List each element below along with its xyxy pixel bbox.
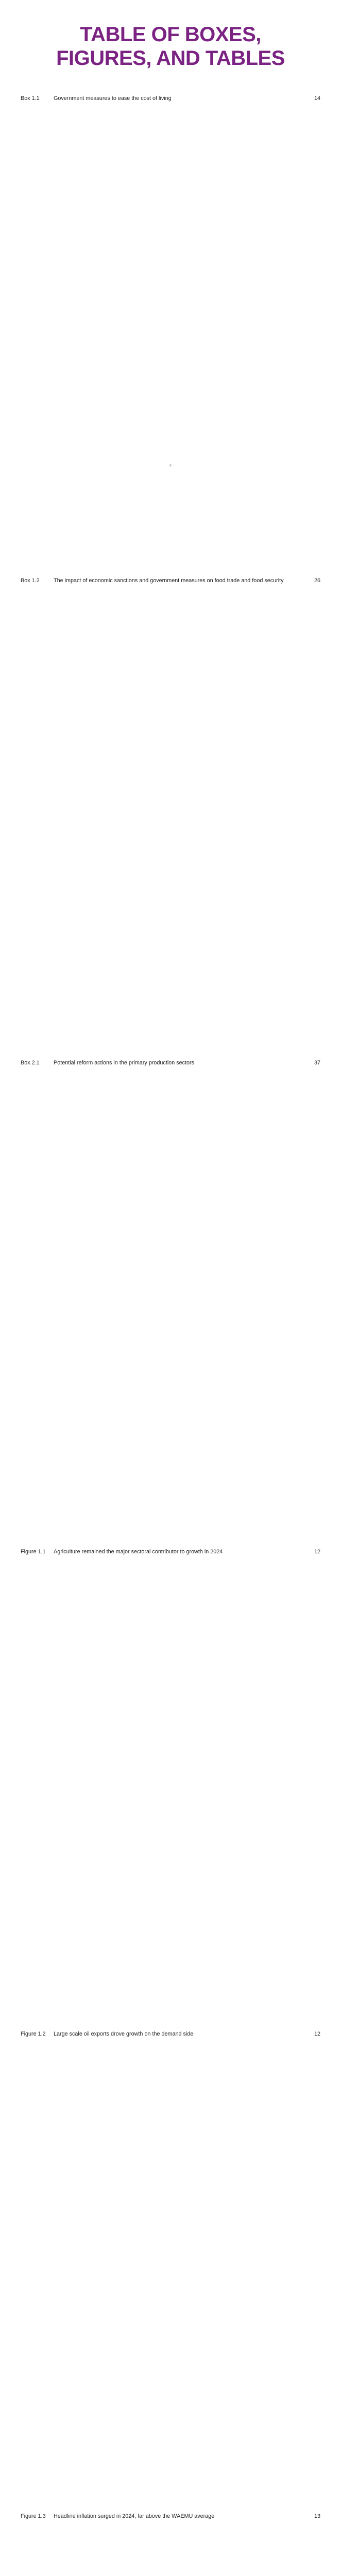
toc-entry-description[interactable]: The impact of economic sanctions and government measures on food trade and food security bbox=[54, 578, 284, 584]
toc-entry-page-number[interactable]: 37 bbox=[314, 1060, 320, 1066]
toc-row[interactable] bbox=[21, 577, 320, 1059]
toc-spacer-cell bbox=[21, 1541, 320, 1548]
toc-entry-page-number[interactable]: 12 bbox=[314, 1549, 320, 1555]
page-title-line-2: FIGURES, AND TABLES bbox=[56, 47, 285, 70]
toc-group-spacer bbox=[21, 1541, 320, 1548]
page-title-line-1: TABLE OF BOXES, bbox=[80, 23, 261, 46]
toc-entry-label: Box 1.1 bbox=[21, 95, 40, 101]
toc-entry-description[interactable]: Headline inflation surged in 2024, far above the WAEMU average bbox=[54, 2513, 215, 2519]
toc-entry-page-number[interactable]: 13 bbox=[314, 2513, 320, 2519]
toc-entry-description[interactable]: Government measures to ease the cost of living bbox=[54, 95, 172, 101]
toc-row[interactable] bbox=[21, 1548, 320, 2030]
page-title bbox=[0, 0, 341, 70]
toc-entry-description[interactable]: Agriculture remained the major sectoral contributor to growth in 2024 bbox=[54, 1549, 223, 1555]
page-number: 4 bbox=[169, 463, 172, 468]
toc-entry-label: Box 1.2 bbox=[21, 578, 40, 584]
toc-entry-page-number[interactable]: 12 bbox=[314, 2031, 320, 2037]
toc-entry-page-number[interactable]: 26 bbox=[314, 578, 320, 584]
toc-entry-page-number[interactable]: 14 bbox=[314, 95, 320, 101]
toc-row[interactable] bbox=[21, 1059, 320, 1541]
toc-entry-description[interactable]: Large scale oil exports drove growth on the demand side bbox=[54, 2031, 194, 2037]
toc-row[interactable] bbox=[21, 2513, 320, 2576]
toc-entry-label: Figure 1.3 bbox=[21, 2513, 46, 2519]
toc-entry-label: Figure 1.1 bbox=[21, 1549, 46, 1555]
toc-entry-description[interactable]: Potential reform actions in the primary production sectors bbox=[54, 1060, 195, 1066]
toc-row[interactable] bbox=[21, 2030, 320, 2513]
toc-row[interactable] bbox=[21, 95, 320, 577]
toc-entry-label: Figure 1.2 bbox=[21, 2031, 46, 2037]
toc-entry-label: Box 2.1 bbox=[21, 1060, 40, 1066]
